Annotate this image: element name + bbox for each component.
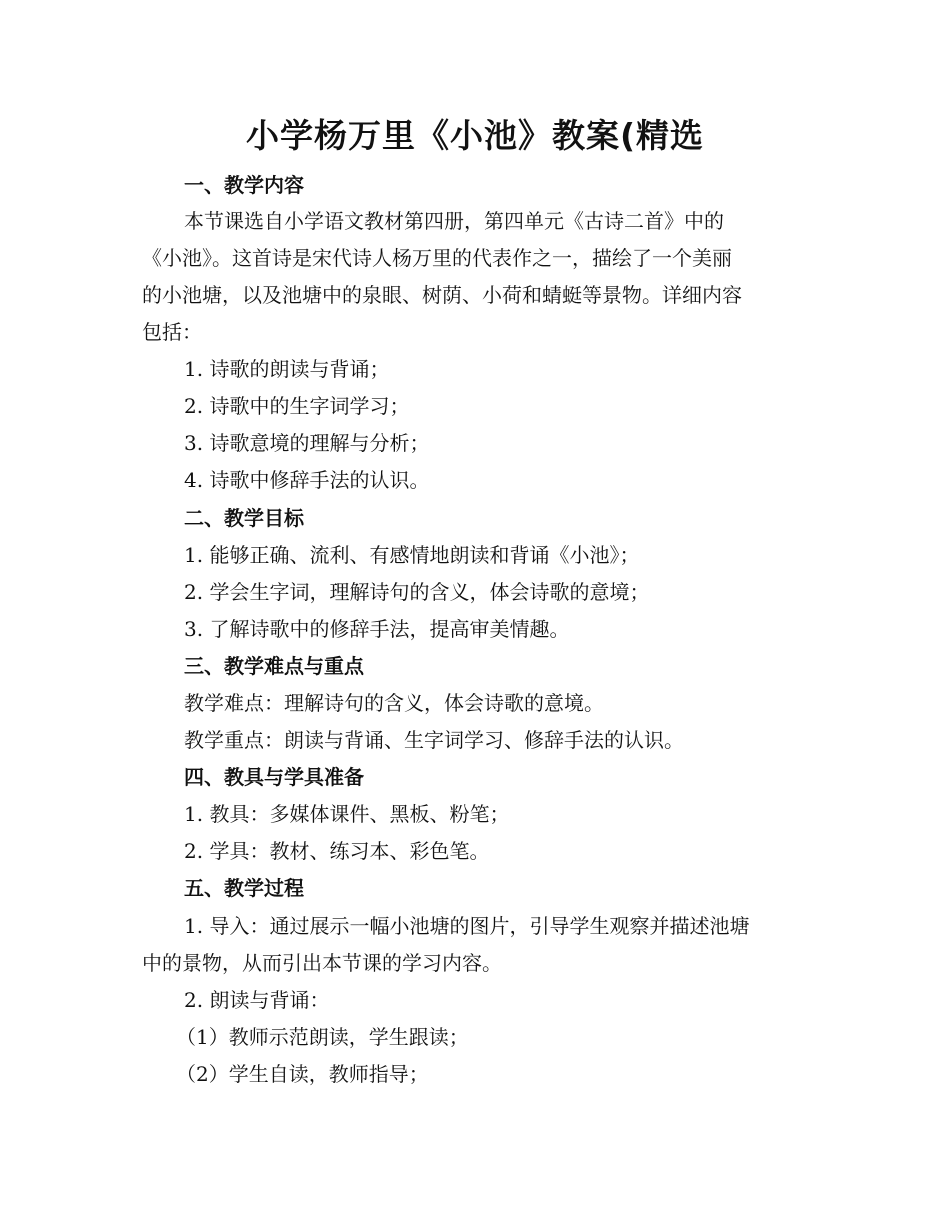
intro-text-line: 包括： bbox=[142, 320, 202, 344]
list-item: 1. 能够正确、流利、有感情地朗读和背诵《小池》； bbox=[184, 543, 640, 567]
intro-text-line: 《小池》。这首诗是宋代诗人杨万里的代表作之一，描绘了一个美丽 bbox=[142, 246, 732, 270]
list-item: 2. 学会生字词，理解诗句的含义，体会诗歌的意境； bbox=[184, 580, 650, 604]
section-heading-process: 五、教学过程 bbox=[184, 876, 304, 900]
list-item: 2. 学具：教材、练习本、彩色笔。 bbox=[184, 839, 490, 863]
process-substep: （1）教师示范朗读，学生跟读； bbox=[176, 1025, 469, 1049]
intro-text-line: 本节课选自小学语文教材第四册，第四单元《古诗二首》中的 bbox=[184, 209, 724, 233]
process-text-line: 中的景物，从而引出本节课的学习内容。 bbox=[142, 951, 502, 975]
list-item: 教学难点：理解诗句的含义，体会诗歌的意境。 bbox=[184, 691, 604, 715]
list-item: 1. 诗歌的朗读与背诵； bbox=[184, 357, 390, 381]
page-title: 小学杨万里《小池》教案(精选 bbox=[245, 116, 705, 155]
intro-text-line: 的小池塘，以及池塘中的泉眼、树荫、小荷和蜻蜓等景物。详细内容 bbox=[142, 283, 742, 307]
list-item: 4. 诗歌中修辞手法的认识。 bbox=[184, 468, 430, 492]
section-heading-goals: 二、教学目标 bbox=[184, 506, 304, 530]
section-heading-materials: 四、教具与学具准备 bbox=[184, 765, 364, 789]
list-item: 1. 教具：多媒体课件、黑板、粉笔； bbox=[184, 802, 510, 826]
process-substep: （2）学生自读，教师指导； bbox=[176, 1062, 429, 1086]
list-item: 教学重点：朗读与背诵、生字词学习、修辞手法的认识。 bbox=[184, 728, 684, 752]
list-item: 3. 诗歌意境的理解与分析； bbox=[184, 431, 430, 455]
process-step: 2. 朗读与背诵： bbox=[184, 988, 330, 1012]
list-item: 2. 诗歌中的生字词学习； bbox=[184, 394, 410, 418]
list-item: 3. 了解诗歌中的修辞手法，提高审美情趣。 bbox=[184, 617, 570, 641]
section-heading-content: 一、教学内容 bbox=[184, 173, 304, 197]
section-heading-keypoints: 三、教学难点与重点 bbox=[184, 654, 364, 678]
process-text-line: 1. 导入：通过展示一幅小池塘的图片，引导学生观察并描述池塘 bbox=[184, 914, 750, 938]
